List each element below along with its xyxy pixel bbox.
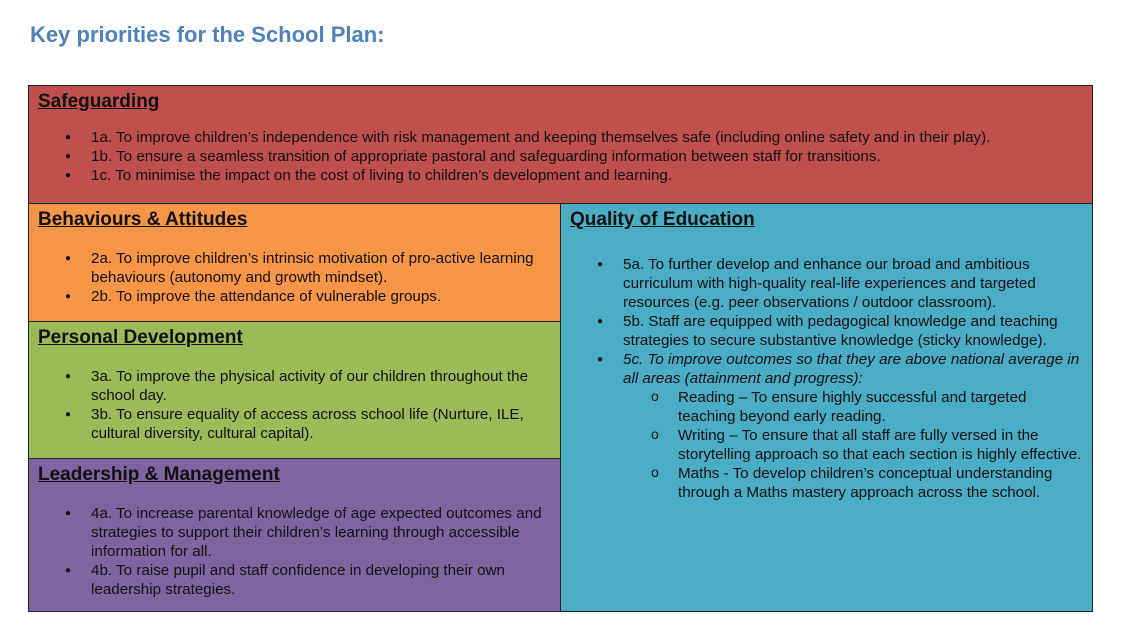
list-item: ● 3b. To ensure equality of access across school life (Nurture, ILE, cultural diversity, cultural capital). [38,405,551,443]
leadership-section [29,459,561,611]
list-item: ● 1b. To ensure a seamless transition of appropriate pastoral and safeguarding information between staff for transitions. [38,147,1083,166]
list-item: ● 1c. To minimise the impact on the cost of living to children’s development and learning. [38,166,1083,185]
personal-development-list [38,367,551,443]
sub-list-item: o Maths - To develop children’s conceptual understanding through a Maths mastery approach across the school. [623,464,1083,502]
sub-list-item: o Reading – To ensure highly successful and targeted teaching beyond early reading. [623,388,1083,426]
quality-section [561,204,1092,611]
personal-development-heading: Personal Development [38,327,243,348]
list-item: ● 5a. To further develop and enhance our broad and ambitious curriculum with high-quality real-life experiences and targeted resources (e.g. peer observations / outdoor classroom). [570,255,1083,312]
list-item: ● 4a. To increase parental knowledge of age expected outcomes and strategies to support their children’s learning through accessible information for all. [38,504,551,561]
behaviours-section [29,204,561,322]
list-item: ● 4b. To raise pupil and staff confidence in developing their own leadership strategies. [38,561,551,599]
safeguarding-section [29,86,1092,204]
quality-list [570,255,1083,502]
page-title: Key priorities for the School Plan: [30,22,385,47]
leadership-list [38,504,551,599]
list-item-text: 5c. To improve outcomes so that they are above national average in all areas (attainment and progress): [623,351,1080,387]
quality-heading: Quality of Education [570,209,755,230]
quality-sublist [623,388,1083,502]
list-item [570,350,1083,502]
personal-development-section [29,322,561,459]
leadership-heading: Leadership & Management [38,464,280,485]
list-item: ● 5b. Staff are equipped with pedagogical knowledge and teaching strategies to secure substantive knowledge (sticky knowledge). [570,312,1083,350]
list-item: ● 3a. To improve the physical activity of our children throughout the school day. [38,367,551,405]
sub-list-item: o Writing – To ensure that all staff are fully versed in the storytelling approach so that each section is highly effective. [623,426,1083,464]
list-item: ● 2a. To improve children’s intrinsic motivation of pro-active learning behaviours (autonomy and growth mindset). [38,249,551,287]
list-item: ● 2b. To improve the attendance of vulnerable groups. [38,287,551,306]
safeguarding-heading: Safeguarding [38,91,160,112]
behaviours-list [38,249,551,306]
safeguarding-list [38,128,1083,185]
behaviours-heading: Behaviours & Attitudes [38,209,248,230]
list-item: ● 1a. To improve children’s independence with risk management and keeping themselves safe (including online safety and in their play). [38,128,1083,147]
priorities-table [28,85,1093,612]
